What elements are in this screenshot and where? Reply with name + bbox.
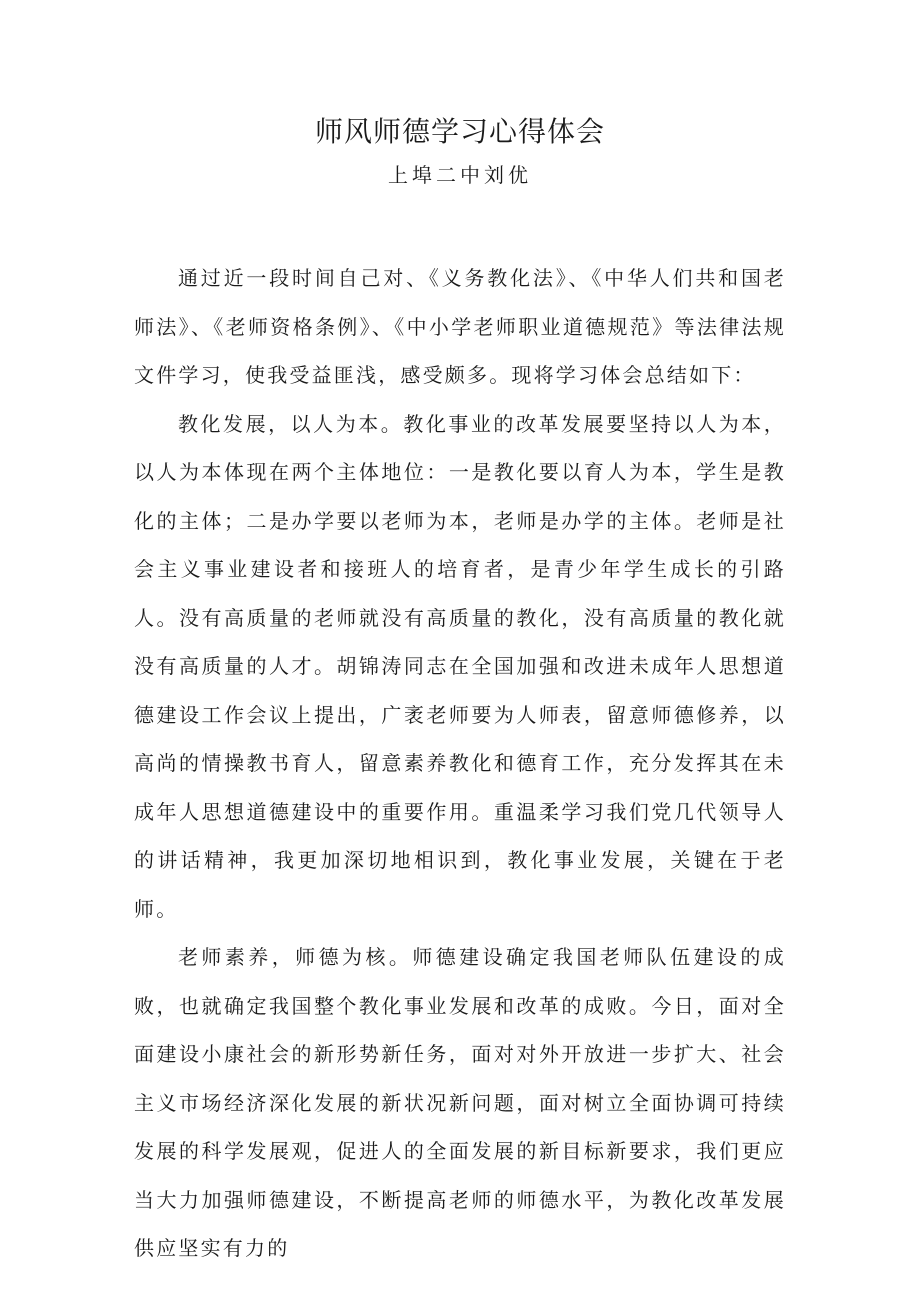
document-title: 师风师德学习心得体会	[314, 115, 605, 148]
paragraph-2: 教化发展，以人为本。教化事业的改革发展要坚持以人为本，以人为本体现在两个主体地位：一是教化要以育人为本，学生是教化的主体；二是办学要以老师为本，老师是办学的主体。老师是社会主义事业建设者和接班人的培育者，是青少年学生成长的引路人。没有高质量的老师就没有高质量的教化，没有高质量的教化就没有高质量的人才。胡锦涛同志在全国加强和改进未成年人思想道德建设工作会议上提出，广袤老师要为人师表，留意师德修养，以高尚的情操教书育人，留意素养教化和德育工作，充分发挥其在未成年人思想道德建设中的重要作用。重温柔学习我们党几代领导人的讲话精神，我更加深切地相识到，教化事业发展，关键在于老师。	[134, 411, 786, 921]
document-author: 上埠二中刘优	[388, 163, 532, 187]
paragraph-3: 老师素养，师德为核。师德建设确定我国老师队伍建设的成败，也就确定我国整个教化事业发展和改革的成败。今日，面对全面建设小康社会的新形势新任务，面对对外开放进一步扩大、社会主义市场经济深化发展的新状况新问题，面对树立全面协调可持续发展的科学发展观，促进人的全面发展的新目标新要求，我们更应当大力加强师德建设，不断提高老师的师德水平，为教化改革发展供应坚实有力的	[134, 945, 786, 1260]
document-body	[134, 254, 786, 1273]
paragraph-1: 通过近一段时间自己对、《义务教化法》、《中华人们共和国老师法》、《老师资格条例》、《中小学老师职业道德规范》等法律法规文件学习，使我受益匪浅，感受颇多。现将学习体会总结如下：	[134, 266, 786, 387]
